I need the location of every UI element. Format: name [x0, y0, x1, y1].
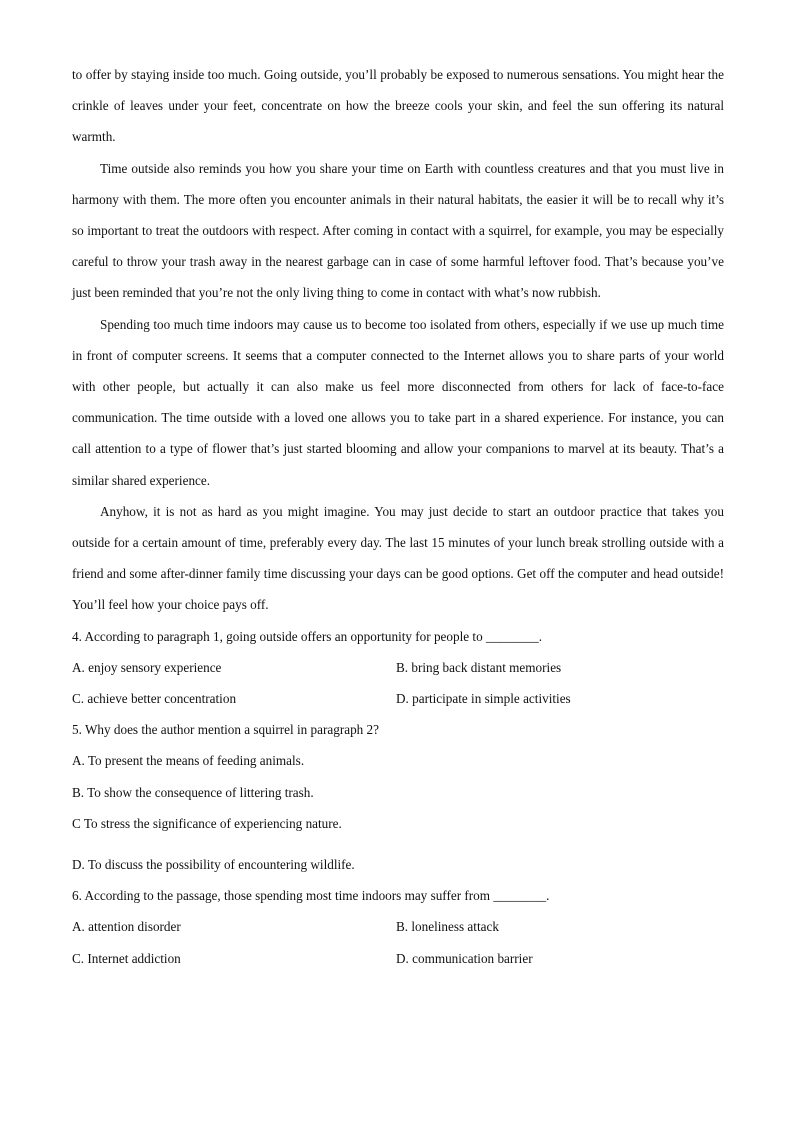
question-4-option-a: A. enjoy sensory experience — [72, 659, 222, 675]
question-4-stem: 4. According to paragraph 1, going outside offers an opportunity for people to ________. — [72, 628, 543, 644]
question-section — [72, 621, 724, 974]
question-6-option-d: D. communication barrier — [396, 950, 533, 966]
question-5-option-c: C To stress the significance of experiencing nature. — [72, 815, 342, 831]
question-6-option-c: C. Internet addiction — [72, 950, 181, 966]
question-6-option-b: B. loneliness attack — [396, 919, 499, 935]
question-6-option-a: A. attention disorder — [72, 919, 181, 935]
question-6-options-row-2 — [72, 943, 724, 974]
question-4-option-c: C. achieve better concentration — [72, 691, 237, 707]
document-page — [72, 59, 724, 974]
question-4-options-row-1 — [72, 652, 724, 683]
question-4-option-b: B. bring back distant memories — [396, 659, 562, 675]
question-5-stem: 5. Why does the author mention a squirrel in paragraph 2? — [72, 722, 380, 738]
question-6-stem: 6. According to the passage, those spending most time indoors may suffer from ________. — [72, 888, 550, 904]
passage-paragraph-4: Anyhow, it is not as hard as you might imagine. You may just decide to start an outdoor practice that takes you outside for a certain amount of time, preferably every day. The last 15 minutes of your lunch break strolling outside with a friend and some after-dinner family time discussing your days can be good options. Get off the computer and head outside! You’ll feel how your choice pays off. — [72, 503, 724, 613]
question-5-option-d: D. To discuss the possibility of encountering wildlife. — [72, 856, 355, 872]
question-5-option-a: A. To present the means of feeding animals. — [72, 753, 305, 769]
question-4-option-d: D. participate in simple activities — [396, 691, 571, 707]
question-4-options-row-2 — [72, 683, 724, 714]
question-6-options-row-1 — [72, 911, 724, 942]
question-5-option-b: B. To show the consequence of littering trash. — [72, 784, 314, 800]
passage-paragraph-3: Spending too much time indoors may cause us to become too isolated from others, especially if we use up much time in front of computer screens. It seems that a computer connected to the Internet allows you to share parts of your world with other people, but actually it can also make us feel more disconnected from others for lack of face-to-face communication. The time outside with a loved one allows you to take part in a shared experience. For instance, you can call attention to a type of flower that’s just started blooming and allow your companions to marvel at its beauty. That’s a similar shared experience. — [72, 316, 724, 488]
passage-paragraph-1-end: to offer by staying inside too much. Going outside, you’ll probably be exposed to numerous sensations. You might hear the crinkle of leaves under your feet, concentrate on how the breeze cools your skin, and feel the sun offering its natural warmth. — [72, 67, 724, 145]
passage-paragraph-2: Time outside also reminds you how you share your time on Earth with countless creatures and that you must live in harmony with them. The more often you encounter animals in their natural habitats, the easier it will be to recall why it’s so important to treat the outdoors with respect. After coming in contact with a squirrel, for example, you may be especially careful to throw your trash away in the nearest garbage can in case of some harmful leftover food. That’s because you’ve just been reminded that you’re not the only living thing to come in contact with what’s now rubbish. — [72, 160, 724, 301]
